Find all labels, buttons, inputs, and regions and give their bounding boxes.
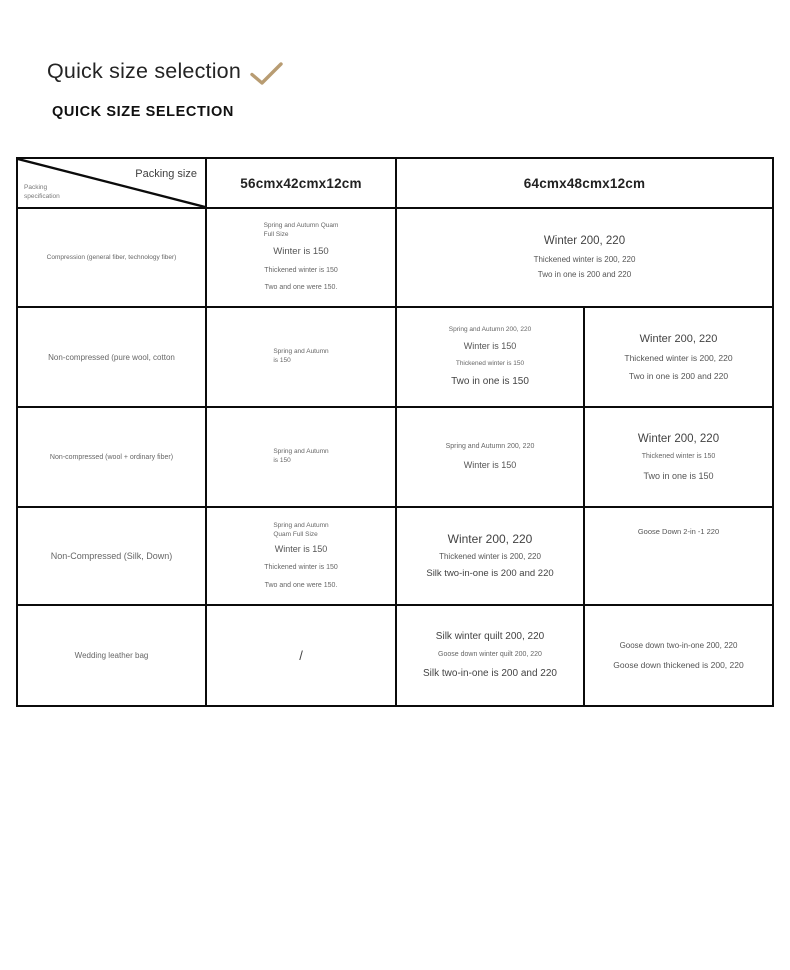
size-table [16, 157, 774, 707]
cell-line: Quam Full Size [273, 530, 318, 538]
cell-wool-64b [584, 407, 773, 507]
row-label-wool-ordinary: Non-compressed (wool + ordinary fiber) [17, 407, 206, 507]
cell-line: Spring and Autumn [273, 448, 329, 456]
cell-line: Thickened winter is 150 [264, 267, 338, 275]
cell-line: Thickened winter is 150 [641, 453, 716, 461]
page-title: Quick size selection [47, 59, 241, 83]
cell-text-block [273, 448, 328, 466]
cell-silk-64b [584, 507, 773, 605]
packing-specification-label: Packing specification [24, 184, 60, 201]
check-icon [249, 61, 285, 87]
row-label-pure-wool: Non-compressed (pure wool, cotton [17, 307, 206, 407]
cell-line: Full Size [263, 230, 289, 238]
cell-line: Goose Down 2-in -1 220 [637, 527, 720, 536]
cell-text-block [273, 522, 328, 540]
cell-line: Winter is 150 [274, 544, 328, 555]
cell-line: Goose down two-in-one 200, 220 [619, 640, 738, 650]
cell-line: Spring and Autumn 200, 220 [448, 325, 532, 333]
cell-line: Goose down winter quilt 200, 220 [438, 650, 542, 658]
cell-line: Thickened winter is 200, 220 [624, 352, 733, 363]
cell-line: Winter is 150 [463, 460, 517, 471]
cell-wool-56 [206, 407, 396, 507]
cell-line: Winter 200, 220 [447, 532, 533, 547]
cell-line: Two and one were 150. [264, 284, 338, 292]
cell-line: Thickened winter is 150 [264, 564, 338, 572]
row-label-compression: Compression (general fiber, technology fiber) [17, 208, 206, 307]
cell-line: Winter 200, 220 [639, 332, 718, 345]
cell-compression-56 [206, 208, 396, 307]
cell-text-block [264, 222, 339, 240]
cell-line: Spring and Autumn [273, 521, 329, 529]
cell-line: Two in one is 200 and 220 [537, 270, 632, 280]
cell-line: Thickened winter is 150 [455, 360, 525, 368]
row-label-wedding-bag: Wedding leather bag [17, 605, 206, 706]
cell-wedding-64b [584, 605, 773, 706]
cell-line: is 150 [273, 457, 291, 464]
cell-line: Two in one is 150 [451, 376, 529, 388]
cell-line: Winter 200, 220 [637, 432, 720, 445]
cell-line: Winter 200, 220 [543, 235, 626, 247]
cell-line: Spring and Autumn [273, 348, 329, 356]
cell-text-block [273, 348, 328, 366]
col-header-56cm: 56cmx42cmx12cm [206, 158, 396, 208]
cell-line: Winter is 150 [273, 245, 329, 257]
cell-line: Silk two-in-one is 200 and 220 [426, 568, 554, 580]
cell-wedding-64a [396, 605, 584, 706]
cell-line: Spring and Autumn Quam [263, 222, 339, 230]
cell-compression-64 [396, 208, 773, 307]
cell-line: Two and one were 150. [264, 581, 338, 589]
cell-line: Silk two-in-one is 200 and 220 [423, 668, 557, 680]
cell-line: Thickened winter is 200, 220 [533, 254, 636, 264]
cell-line: Silk winter quilt 200, 220 [435, 630, 545, 642]
row-label-silk-down: Non-Compressed (Silk, Down) [17, 507, 206, 605]
page-subtitle: QUICK SIZE SELECTION [52, 104, 234, 120]
cell-line: Thickened winter is 200, 220 [439, 551, 541, 561]
cell-wedding-56 [206, 605, 396, 706]
cell-silk-64a [396, 507, 584, 605]
cell-line: Winter is 150 [463, 340, 517, 351]
cell-purewool-64a [396, 307, 584, 407]
cell-purewool-64b [584, 307, 773, 407]
corner-cell [17, 158, 206, 208]
cell-wool-64a [396, 407, 584, 507]
cell-purewool-56 [206, 307, 396, 407]
cell-line: Goose down thickened is 200, 220 [613, 660, 744, 671]
cell-line: is 150 [273, 357, 291, 364]
col-header-64cm: 64cmx48cmx12cm [396, 158, 773, 208]
cell-silk-56 [206, 507, 396, 605]
cell-line: Two in one is 200 and 220 [628, 371, 729, 382]
packing-size-label: Packing size [135, 168, 197, 180]
cell-line: Two in one is 150 [643, 470, 714, 481]
cell-line: Spring and Autumn 200, 220 [445, 442, 535, 450]
cell-line: / [299, 647, 303, 663]
